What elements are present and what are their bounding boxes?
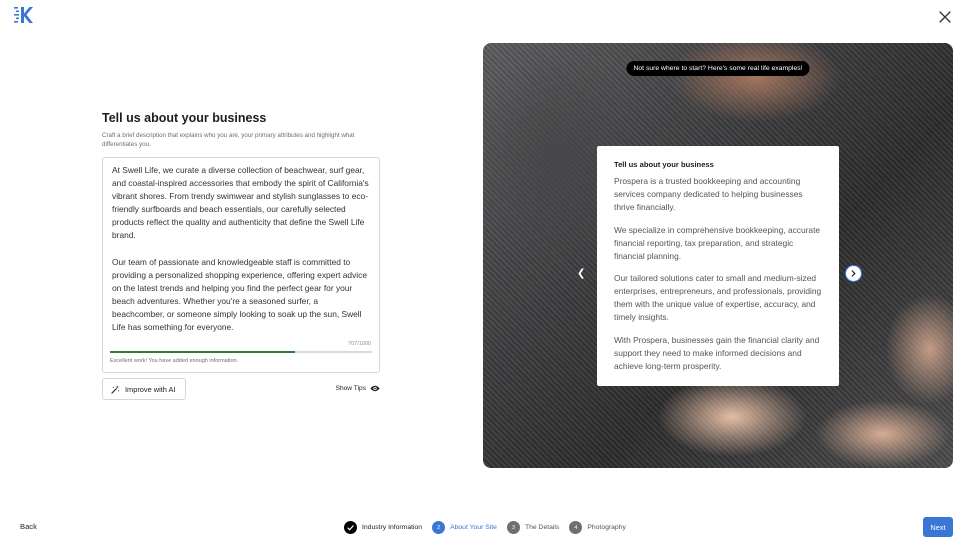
description-paragraph-2[interactable]: Our team of passionate and knowledgeable staff is committed to providing a personalized shopping experience, offering expert advice on the latest trends and helping you find the perfect gear for your beach adventures. Whether you're a seasoned surfer, a beachcomber, or someone simply looking to soak up the sun, Swell Life has something for everyone. [112,256,367,333]
magic-wand-icon [111,385,120,394]
step-2-indicator: 2 [432,521,445,534]
example-paragraph-3: Our tailored solutions cater to small and medium-sized enterprises, entrepreneurs, and professionals, providing them with the unique value of expertise, accuracy, and timely insights. [614,273,822,323]
chevron-left-icon[interactable]: ❮ [577,268,586,279]
next-button[interactable]: Next [923,517,953,537]
step-3-label: The Details [524,524,560,531]
close-icon[interactable] [938,10,952,24]
eye-icon [370,385,380,392]
step-about-your-site[interactable] [432,521,497,534]
example-paragraph-2: We specialize in comprehensive bookkeeping, accurate financial reporting, tax preparation, and strategic financial planning. [614,224,821,261]
business-description-textarea[interactable] [102,157,380,373]
examples-hint-pill: Not sure where to start? Here's some real life examples! [626,61,809,76]
page-subtitle: Craft a brief description that explains who you are, your primary attributes and highlight what differentiates you. [102,132,355,148]
show-tips-toggle[interactable] [336,385,380,392]
back-button[interactable]: Back [20,522,37,531]
helper-text: Excellent work! You have added enough information. [110,358,239,364]
step-1-indicator [344,521,357,534]
step-3-indicator: 3 [507,521,520,534]
business-form [102,111,380,394]
example-card [597,146,839,386]
progress-stepper [344,520,636,535]
improve-with-ai-label: Improve with AI [125,384,176,394]
step-1-label: Industry Information [362,524,423,531]
step-4-label: Photography [587,524,626,531]
step-4-indicator: 4 [569,521,582,534]
example-card-title: Tell us about your business [614,160,714,169]
step-2-label: About Your Site [450,524,497,531]
character-progress-fill [110,351,295,353]
logo-icon [14,6,34,24]
next-example-button[interactable] [845,265,862,282]
show-tips-label: Show Tips [335,385,366,392]
description-paragraph-1[interactable]: At Swell Life, we curate a diverse collection of beachwear, surf gear, and coastal-inspired accessories that embody the spirit of California's vibrant shores. From trendy swimwear and stylish sunglasses to eco-friendly surfboards and beach essentials, our carefully selected products reflect the quality and authenticity that define the Swell Life brand. [112,165,369,241]
chevron-right-icon [850,270,857,277]
example-paragraph-4: With Prospera, businesses gain the financial clarity and support they need to make informed decisions and achieve long-term prosperity. [614,335,820,371]
improve-with-ai-button[interactable] [102,378,186,400]
example-paragraph-1: Prospera is a trusted bookkeeping and accounting services company dedicated to helping businesses thrive financially. [614,176,803,212]
character-progress-bar [110,351,372,353]
step-industry-information[interactable] [344,521,422,534]
character-counter: 707/1000 [348,341,371,347]
step-the-details[interactable] [507,521,559,534]
step-photography[interactable] [569,521,626,534]
example-photo-panel [483,43,953,468]
check-icon [347,525,354,531]
page-title: Tell us about your business [102,111,267,125]
